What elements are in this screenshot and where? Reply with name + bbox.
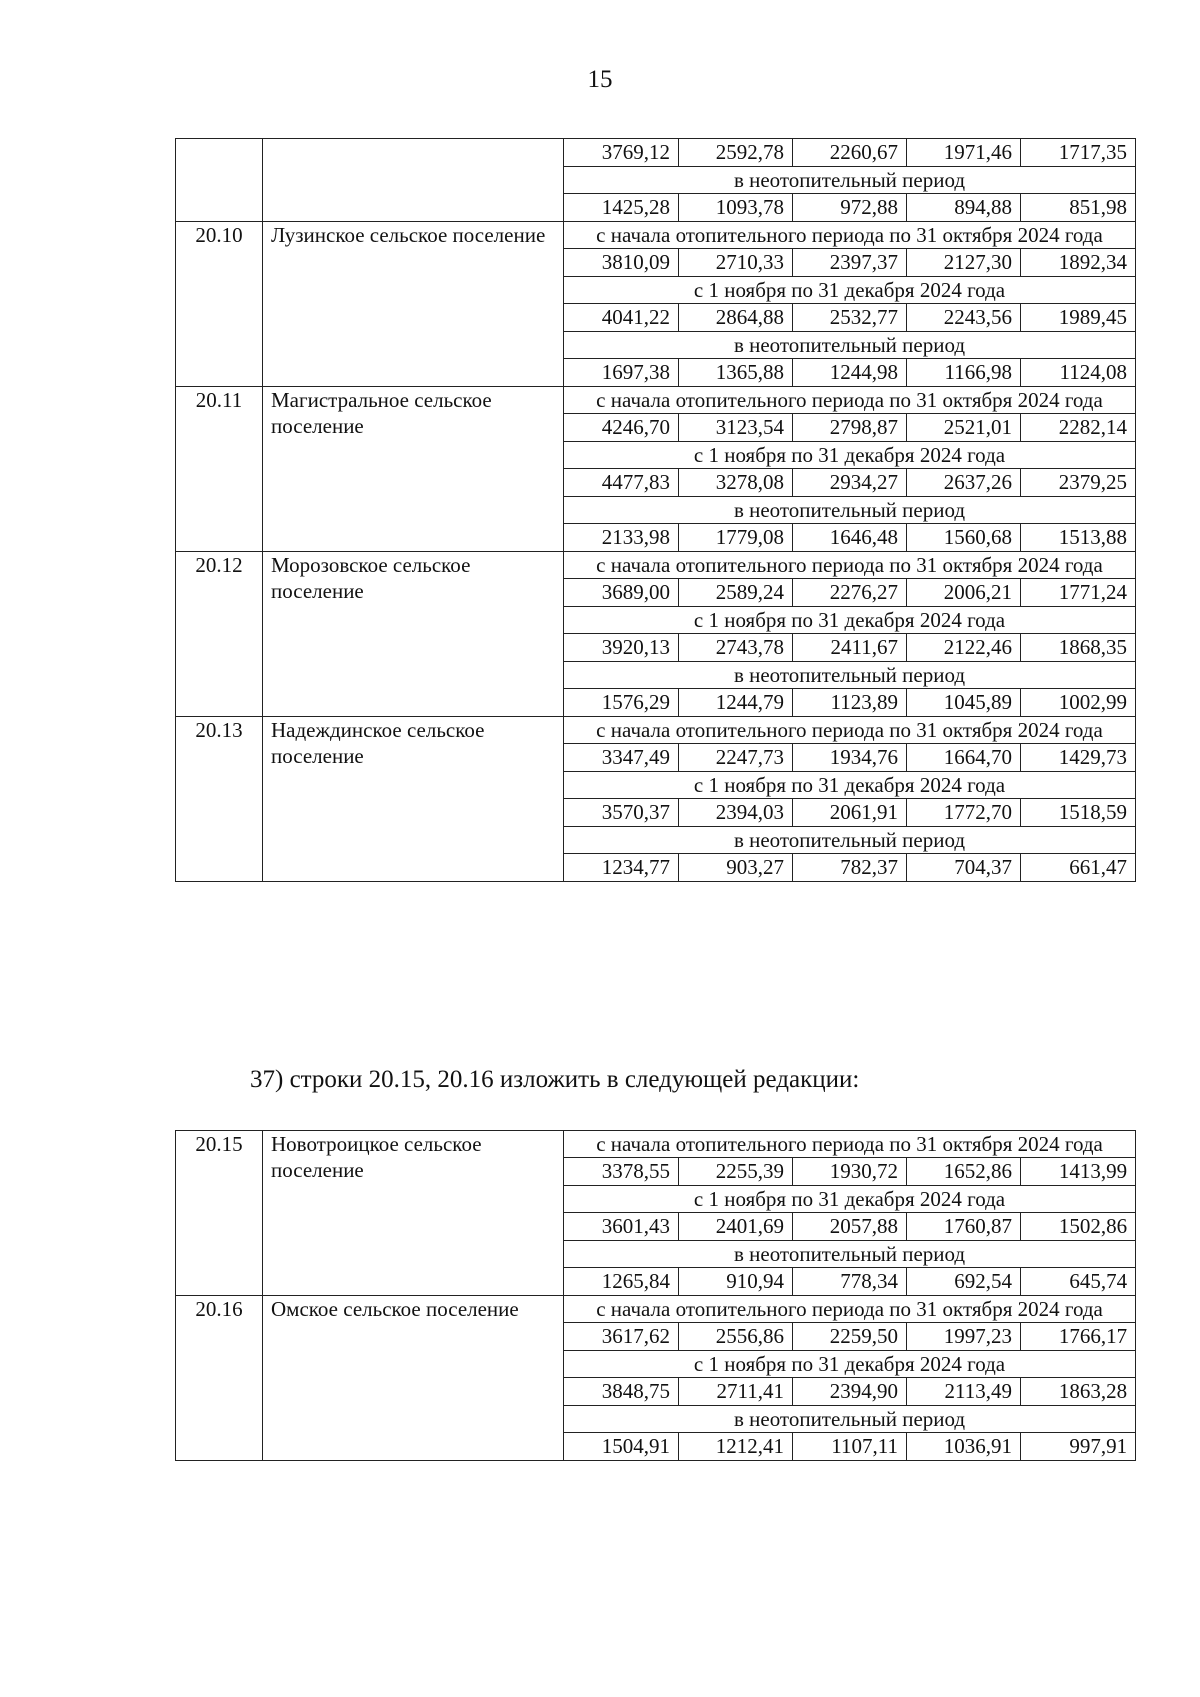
tariff-value: 2243,56 — [907, 304, 1021, 332]
tariff-value: 3920,13 — [564, 634, 679, 662]
tariff-value: 1971,46 — [907, 139, 1021, 167]
tariff-value: 1093,78 — [679, 194, 793, 222]
tariff-value: 1664,70 — [907, 744, 1021, 772]
tariff-value: 2276,27 — [793, 579, 907, 607]
tariff-value: 2710,33 — [679, 249, 793, 277]
tariff-value: 4041,22 — [564, 304, 679, 332]
tariff-value: 1989,45 — [1021, 304, 1136, 332]
tariff-value: 1930,72 — [793, 1158, 907, 1186]
tariff-value: 692,54 — [907, 1268, 1021, 1296]
tariff-value: 2259,50 — [793, 1323, 907, 1351]
tariff-value: 1892,34 — [1021, 249, 1136, 277]
tariff-value: 1560,68 — [907, 524, 1021, 552]
values-row — [176, 139, 1136, 167]
settlement-name: Лузинское сельское поселение — [263, 222, 564, 387]
tariff-value: 2247,73 — [679, 744, 793, 772]
tariff-value: 2394,90 — [793, 1378, 907, 1406]
tariff-value: 2379,25 — [1021, 469, 1136, 497]
period-label: в неотопительный период — [564, 332, 1136, 359]
tariff-value: 2864,88 — [679, 304, 793, 332]
tariff-table-amended — [175, 1130, 1136, 1461]
settlement-name: Магистральное сельское поселение — [263, 387, 564, 552]
tariff-value: 2556,86 — [679, 1323, 793, 1351]
tariff-value: 1504,91 — [564, 1433, 679, 1461]
tariff-value: 2711,41 — [679, 1378, 793, 1406]
tariff-value: 1766,17 — [1021, 1323, 1136, 1351]
tariff-value: 704,37 — [907, 854, 1021, 882]
tariff-value: 1212,41 — [679, 1433, 793, 1461]
tariff-value: 1502,86 — [1021, 1213, 1136, 1241]
period-label: с начала отопительного периода по 31 октября 2024 года — [564, 387, 1136, 414]
period-label: в неотопительный период — [564, 662, 1136, 689]
tariff-value: 1772,70 — [907, 799, 1021, 827]
period-label: с 1 ноября по 31 декабря 2024 года — [564, 772, 1136, 799]
tariff-value: 3689,00 — [564, 579, 679, 607]
tariff-value: 2397,37 — [793, 249, 907, 277]
tariff-value: 3570,37 — [564, 799, 679, 827]
tariff-value: 903,27 — [679, 854, 793, 882]
tariff-value: 2282,14 — [1021, 414, 1136, 442]
tariff-value: 3810,09 — [564, 249, 679, 277]
row-number: 20.12 — [176, 552, 263, 717]
tariff-value: 1244,79 — [679, 689, 793, 717]
period-row — [176, 717, 1136, 744]
tariff-value: 3278,08 — [679, 469, 793, 497]
tariff-value: 1934,76 — [793, 744, 907, 772]
period-label: с начала отопительного периода по 31 октября 2024 года — [564, 1296, 1136, 1323]
tariff-value: 2133,98 — [564, 524, 679, 552]
tariff-value: 1868,35 — [1021, 634, 1136, 662]
tariff-value: 2401,69 — [679, 1213, 793, 1241]
tariff-value: 2394,03 — [679, 799, 793, 827]
settlement-name: Омское сельское поселение — [263, 1296, 564, 1461]
tariff-value: 972,88 — [793, 194, 907, 222]
row-number: 20.13 — [176, 717, 263, 882]
tariff-value: 1518,59 — [1021, 799, 1136, 827]
tariff-value: 3123,54 — [679, 414, 793, 442]
row-name-cell — [263, 139, 564, 222]
tariff-value: 997,91 — [1021, 1433, 1136, 1461]
period-label: в неотопительный период — [564, 1241, 1136, 1268]
period-row — [176, 222, 1136, 249]
tariff-value: 2057,88 — [793, 1213, 907, 1241]
row-number-cell — [176, 139, 263, 222]
tariff-value: 1513,88 — [1021, 524, 1136, 552]
tariff-value: 2521,01 — [907, 414, 1021, 442]
period-row — [176, 1296, 1136, 1323]
tariff-value: 1124,08 — [1021, 359, 1136, 387]
tariff-value: 645,74 — [1021, 1268, 1136, 1296]
row-number: 20.11 — [176, 387, 263, 552]
row-number: 20.15 — [176, 1131, 263, 1296]
tariff-value: 1265,84 — [564, 1268, 679, 1296]
row-number: 20.10 — [176, 222, 263, 387]
tariff-value: 1045,89 — [907, 689, 1021, 717]
period-label: в неотопительный период — [564, 827, 1136, 854]
tariff-value: 910,94 — [679, 1268, 793, 1296]
settlement-name: Новотроицкое сельское поселение — [263, 1131, 564, 1296]
tariff-value: 2798,87 — [793, 414, 907, 442]
tariff-value: 3769,12 — [564, 139, 679, 167]
tariff-value: 2743,78 — [679, 634, 793, 662]
tariff-value: 3378,55 — [564, 1158, 679, 1186]
settlement-name: Морозовское сельское поселение — [263, 552, 564, 717]
tariff-value: 1771,24 — [1021, 579, 1136, 607]
tariff-value: 3601,43 — [564, 1213, 679, 1241]
settlement-name: Надеждинское сельское поселение — [263, 717, 564, 882]
tariff-value: 1760,87 — [907, 1213, 1021, 1241]
period-label: с 1 ноября по 31 декабря 2024 года — [564, 277, 1136, 304]
tariff-table-continued — [175, 138, 1136, 882]
period-label: с начала отопительного периода по 31 октября 2024 года — [564, 552, 1136, 579]
period-label: с 1 ноября по 31 декабря 2024 года — [564, 1186, 1136, 1213]
tariff-value: 782,37 — [793, 854, 907, 882]
tariff-value: 1244,98 — [793, 359, 907, 387]
tariff-value: 1576,29 — [564, 689, 679, 717]
tariff-value: 4477,83 — [564, 469, 679, 497]
tariff-value: 3347,49 — [564, 744, 679, 772]
tariff-value: 894,88 — [907, 194, 1021, 222]
period-label: с 1 ноября по 31 декабря 2024 года — [564, 442, 1136, 469]
tariff-value: 1234,77 — [564, 854, 679, 882]
period-label: в неотопительный период — [564, 167, 1136, 194]
tariff-value: 2122,46 — [907, 634, 1021, 662]
tariff-value: 778,34 — [793, 1268, 907, 1296]
tariff-value: 1107,11 — [793, 1433, 907, 1461]
tariff-value: 2532,77 — [793, 304, 907, 332]
tariff-value: 1697,38 — [564, 359, 679, 387]
tariff-value: 1779,08 — [679, 524, 793, 552]
period-label: с начала отопительного периода по 31 октября 2024 года — [564, 222, 1136, 249]
tariff-value: 1646,48 — [793, 524, 907, 552]
tariff-value: 1425,28 — [564, 194, 679, 222]
tariff-value: 2255,39 — [679, 1158, 793, 1186]
amendment-instruction: 37) строки 20.15, 20.16 изложить в следующей редакции: — [250, 1066, 860, 1093]
tariff-value: 661,47 — [1021, 854, 1136, 882]
tariff-value: 2127,30 — [907, 249, 1021, 277]
tariff-value: 851,98 — [1021, 194, 1136, 222]
period-row — [176, 387, 1136, 414]
period-label: с начала отопительного периода по 31 октября 2024 года — [564, 1131, 1136, 1158]
tariff-value: 1997,23 — [907, 1323, 1021, 1351]
tariff-value: 1863,28 — [1021, 1378, 1136, 1406]
period-label: с 1 ноября по 31 декабря 2024 года — [564, 1351, 1136, 1378]
period-row — [176, 1131, 1136, 1158]
period-label: с начала отопительного периода по 31 октября 2024 года — [564, 717, 1136, 744]
tariff-value: 2637,26 — [907, 469, 1021, 497]
period-label: в неотопительный период — [564, 1406, 1136, 1433]
tariff-value: 2934,27 — [793, 469, 907, 497]
tariff-value: 2589,24 — [679, 579, 793, 607]
tariff-value: 1123,89 — [793, 689, 907, 717]
tariff-value: 1002,99 — [1021, 689, 1136, 717]
tariff-value: 4246,70 — [564, 414, 679, 442]
period-row — [176, 552, 1136, 579]
tariff-value: 2592,78 — [679, 139, 793, 167]
tariff-value: 1413,99 — [1021, 1158, 1136, 1186]
tariff-value: 1429,73 — [1021, 744, 1136, 772]
row-number: 20.16 — [176, 1296, 263, 1461]
page-number: 15 — [587, 66, 613, 93]
tariff-value: 2260,67 — [793, 139, 907, 167]
tariff-value: 3848,75 — [564, 1378, 679, 1406]
tariff-value: 1652,86 — [907, 1158, 1021, 1186]
tariff-value: 2411,67 — [793, 634, 907, 662]
period-label: с 1 ноября по 31 декабря 2024 года — [564, 607, 1136, 634]
period-label: в неотопительный период — [564, 497, 1136, 524]
tariff-value: 3617,62 — [564, 1323, 679, 1351]
tariff-value: 1166,98 — [907, 359, 1021, 387]
tariff-value: 2006,21 — [907, 579, 1021, 607]
tariff-value: 2061,91 — [793, 799, 907, 827]
tariff-value: 1365,88 — [679, 359, 793, 387]
tariff-value: 2113,49 — [907, 1378, 1021, 1406]
tariff-value: 1717,35 — [1021, 139, 1136, 167]
tariff-value: 1036,91 — [907, 1433, 1021, 1461]
